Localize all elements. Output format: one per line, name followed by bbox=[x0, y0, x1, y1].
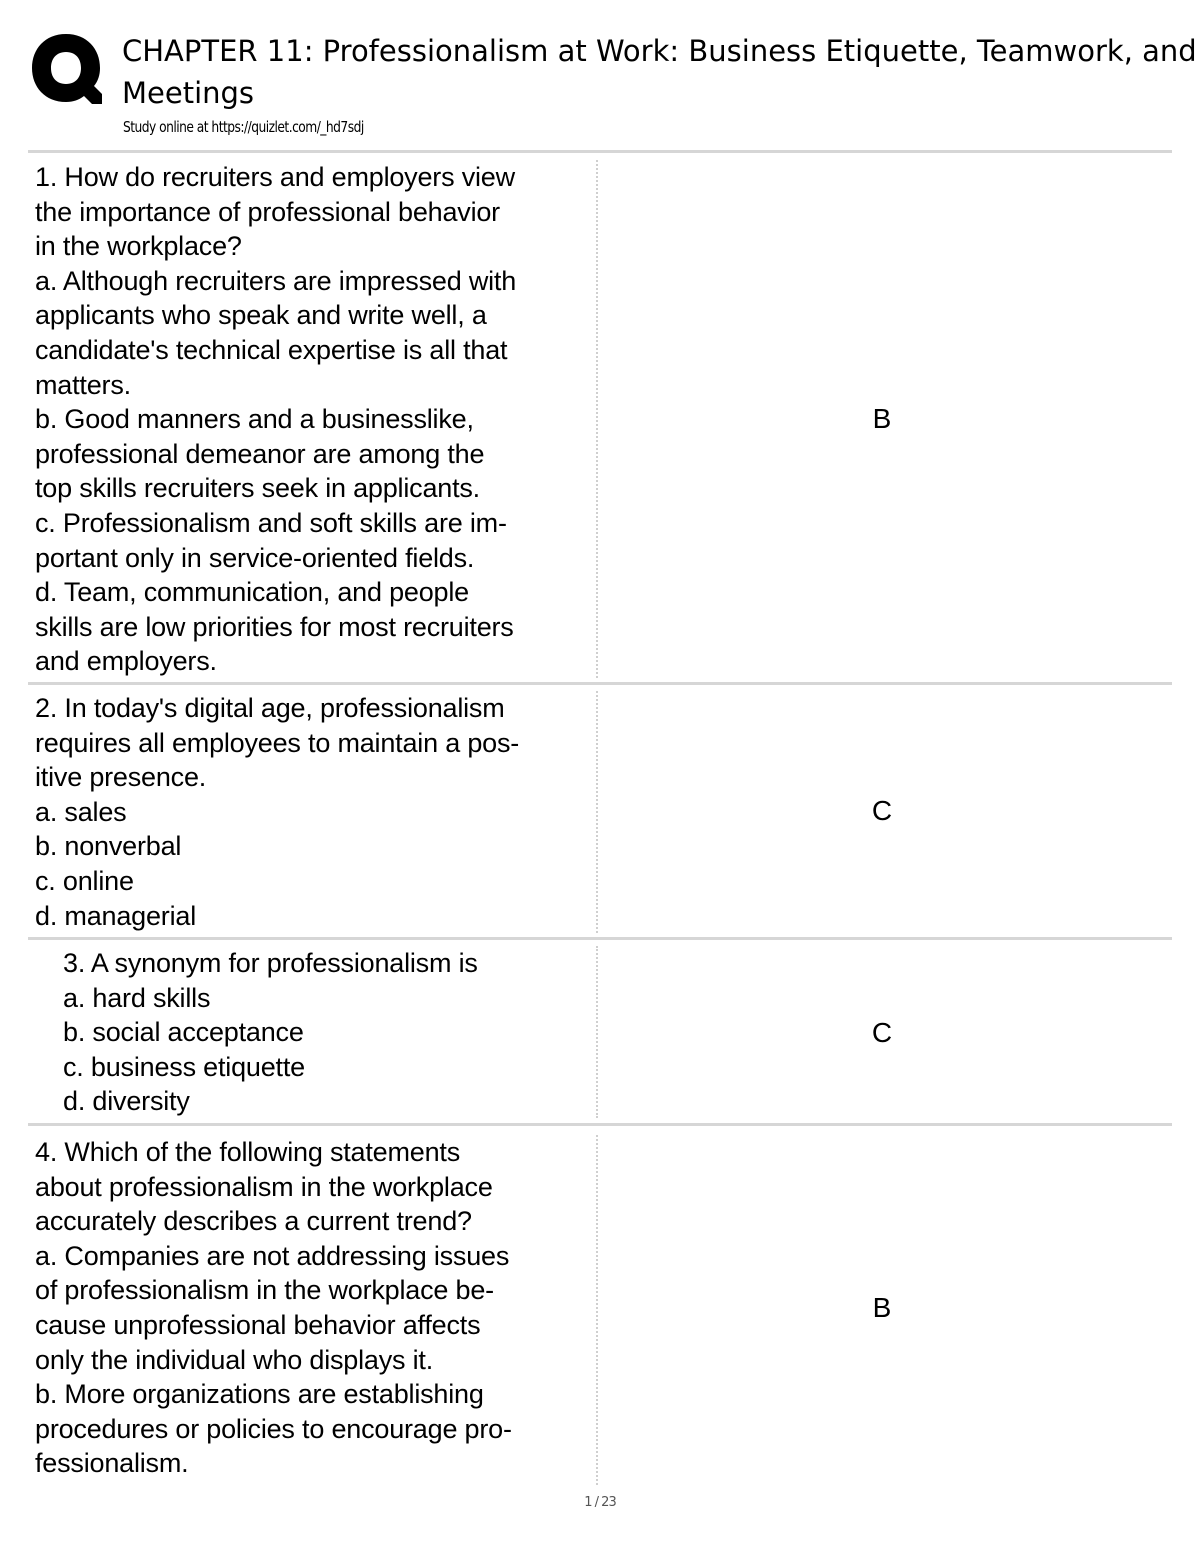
title-line-1: CHAPTER 11: Professionalism at Work: Business Etiquette, Teamwork, and bbox=[122, 34, 1197, 68]
column-divider bbox=[596, 691, 598, 933]
flashcard-row-1 bbox=[28, 160, 1172, 682]
divider bbox=[28, 1123, 1172, 1126]
question-text: 3. A synonym for professionalism is a. hard skills b. social acceptance c. business etiquette d. diversity bbox=[63, 948, 478, 1117]
divider bbox=[28, 150, 1172, 153]
page-header bbox=[0, 0, 1200, 152]
title-line-2: Meetings bbox=[122, 76, 255, 110]
flashcard-row-2 bbox=[28, 691, 1172, 935]
answer-text: C bbox=[871, 795, 893, 826]
question-text: 2. In today's digital age, professionalism requires all employees to maintain a pos- itive presence. a. sales b. nonverbal c. online d. managerial bbox=[35, 693, 520, 931]
divider bbox=[28, 682, 1172, 685]
column-divider bbox=[596, 1135, 598, 1485]
flashcard-row-4 bbox=[28, 1135, 1172, 1491]
quizlet-logo-icon bbox=[28, 30, 104, 108]
question-text: 4. Which of the following statements about professionalism in the workplace accurately describes a current trend? a. Companies are not addressing issues of professionalism in the workplace be- cause unprofessional behavior affects only the individual who displays it. b. More organizations are establishing procedures or policies to encourage pro- fessionalism. bbox=[35, 1137, 512, 1479]
column-divider bbox=[596, 946, 598, 1118]
column-divider bbox=[596, 160, 598, 678]
answer-text: B bbox=[872, 1292, 892, 1323]
divider bbox=[28, 937, 1172, 940]
answer-text: B bbox=[872, 403, 892, 434]
question-text: 1. How do recruiters and employers view the importance of professional behavior in the workplace? a. Although recruiters are impressed with applicants who speak and write well, a candidate's technical expertise is all that matters. b. Good manners and a businesslike, professional demeanor are among the top skills recruiters seek in applicants. c. Professionalism and soft skills are im- portant only in service-oriented fields. d. Team, communication, and people skills are low priorities for most recruiters and employers. bbox=[35, 162, 517, 677]
page-title bbox=[122, 30, 1197, 114]
flashcard-row-3 bbox=[28, 946, 1172, 1122]
study-online-link[interactable]: Study online at https://quizlet.com/_hd7sdj bbox=[123, 118, 364, 136]
page-number: 1 / 23 bbox=[584, 1495, 616, 1510]
answer-text: C bbox=[871, 1017, 893, 1048]
